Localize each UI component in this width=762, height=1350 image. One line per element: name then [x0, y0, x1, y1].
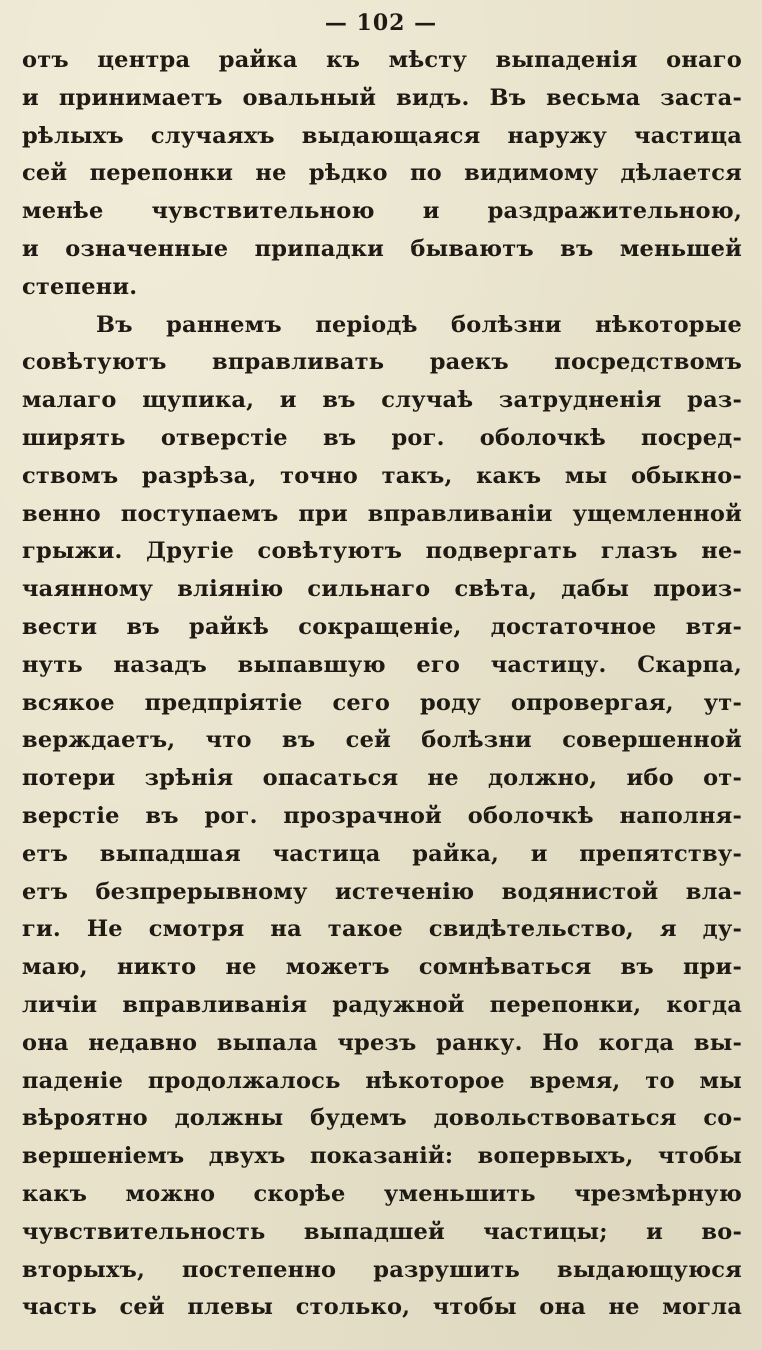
text-line: ствомъ разрѣза, точно такъ, какъ мы обыкно-	[22, 462, 742, 489]
text-line: она недавно выпала чрезъ ранку. Но когда вы-	[22, 1029, 742, 1056]
text-line: вторыхъ, постепенно разрушить выдающуюся	[22, 1256, 742, 1283]
text-line: чувствительность выпадшей частицы; и во-	[22, 1218, 742, 1245]
text-line: всякое предпріятіе сего роду опровергая, ут-	[22, 689, 742, 716]
text-line: какъ можно скорѣе уменьшить чрезмѣрную	[22, 1180, 742, 1207]
text-line: чаянному вліянію сильнаго свѣта, дабы произ-	[22, 576, 742, 603]
text-line: и принимаетъ овальный видъ. Въ весьма заста-	[22, 84, 742, 111]
paragraph	[22, 307, 742, 1328]
text-line: вершеніемъ двухъ показаній: вопервыхъ, чтобы	[22, 1143, 742, 1170]
text-line: верстіе въ рог. прозрачной оболочкѣ наполня-	[22, 802, 742, 829]
text-line: венно поступаемъ при вправливаніи ущемленной	[22, 500, 742, 527]
text-line: совѣтуютъ вправливать раекъ посредствомъ	[22, 349, 742, 376]
text-line: отъ центра райка къ мѣсту выпаденія онаго	[22, 47, 742, 73]
text-line: степени.	[22, 273, 138, 300]
paragraph	[22, 42, 742, 307]
text-line: сей перепонки не рѣдко по видимому дѣлается	[22, 160, 742, 187]
page-number: — 102 —	[324, 10, 438, 36]
text-line: верждаетъ, что въ сей болѣзни совершенной	[22, 727, 742, 754]
text-line: часть сей плевы столько, чтобы она не могла	[22, 1294, 742, 1321]
text-line: паденіе продолжалось нѣкоторое время, то мы	[22, 1067, 742, 1094]
text-line: рѣлыхъ случаяхъ выдающаяся наружу частица	[22, 122, 742, 149]
text-line: ги. Не смотря на такое свидѣтельство, я ду-	[22, 916, 742, 943]
text-line: етъ безпрерывному истеченію водянистой вла-	[22, 878, 742, 905]
body-text	[22, 42, 742, 1327]
text-line: маю, никто не можетъ сомнѣваться въ при-	[22, 954, 742, 981]
text-line: ширять отверстіе въ рог. оболочкѣ посред-	[22, 424, 742, 451]
page-bottom-margin	[0, 1300, 762, 1350]
text-line: менѣе чувствительною и раздражительною,	[22, 198, 742, 225]
text-line: етъ выпадшая частица райка, и препятству-	[22, 840, 742, 867]
text-line: потери зрѣнія опасаться не должно, ибо от-	[22, 765, 742, 792]
text-line: и означенные припадки бываютъ въ меньшей	[22, 235, 742, 262]
text-line: грыжи. Другіе совѣтуютъ подвергать глазъ не-	[22, 538, 742, 565]
text-line: Въ раннемъ періодѣ болѣзни нѣкоторые	[96, 311, 742, 338]
text-line: личіи вправливанія радужной перепонки, когда	[22, 991, 742, 1018]
text-line: малаго щупика, и въ случаѣ затрудненія раз-	[22, 387, 742, 414]
text-line: нуть назадъ выпавшую его частицу. Скарпа,	[22, 651, 742, 678]
text-line: вѣроятно должны будемъ довольствоваться со-	[22, 1105, 742, 1132]
text-line: вести въ райкѣ сокращеніе, достаточное втя-	[22, 613, 742, 640]
